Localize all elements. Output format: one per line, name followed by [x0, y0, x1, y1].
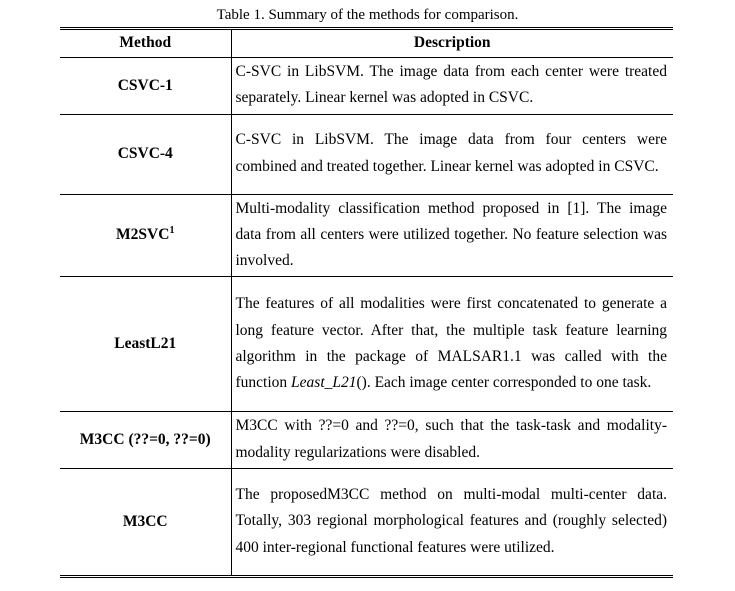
method-cell: M3CC (??=0, ??=0) — [60, 412, 231, 469]
description-cell: The proposedM3CC method on multi-modal multi-center data. Totally, 303 regional morphological features and (roughly selected) 400 inter-regional functional features were utilized. — [231, 469, 673, 577]
table-row — [60, 194, 673, 277]
description-cell: M3CC with ??=0 and ??=0, such that the task-task and modality-modality regularizations were disabled. — [231, 412, 673, 469]
function-name: Least_L21 — [291, 374, 357, 392]
description-cell: C-SVC in LibSVM. The image data from each center were treated separately. Linear kernel was adopted in CSVC. — [231, 58, 673, 115]
header-method: Method — [60, 29, 231, 58]
description-cell — [231, 277, 673, 412]
table-row — [60, 58, 673, 115]
header-description: Description — [231, 29, 673, 58]
method-cell — [60, 194, 231, 277]
table-row — [60, 114, 673, 194]
table-row — [60, 277, 673, 412]
methods-table — [60, 27, 673, 578]
method-cell: CSVC-4 — [60, 114, 231, 194]
description-cell: Multi-modality classification method proposed in [1]. The image data from all centers were utilized together. No feature selection was involved. — [231, 194, 673, 277]
footnote-marker: 1 — [169, 225, 175, 237]
method-cell: CSVC-1 — [60, 58, 231, 115]
table-row — [60, 469, 673, 577]
methods-table-container — [60, 27, 673, 578]
table-row — [60, 412, 673, 469]
table-header-row — [60, 29, 673, 58]
method-label: M2SVC — [116, 226, 170, 244]
table-caption: Table 1. Summary of the methods for comparison. — [216, 7, 519, 23]
description-cell: C-SVC in LibSVM. The image data from four centers were combined and treated together. Linear kernel was adopted in CSVC. — [231, 114, 673, 194]
method-cell: LeastL21 — [60, 277, 231, 412]
description-text-end: (). Each image center corresponded to one task. — [356, 374, 652, 392]
description-text: The features of all modalities were first concatenated to generate a long feature vector. After that, the multiple task feature learning algorithm in the package of MALSAR1.1 was called with the function — [235, 295, 667, 392]
method-cell: M3CC — [60, 469, 231, 577]
